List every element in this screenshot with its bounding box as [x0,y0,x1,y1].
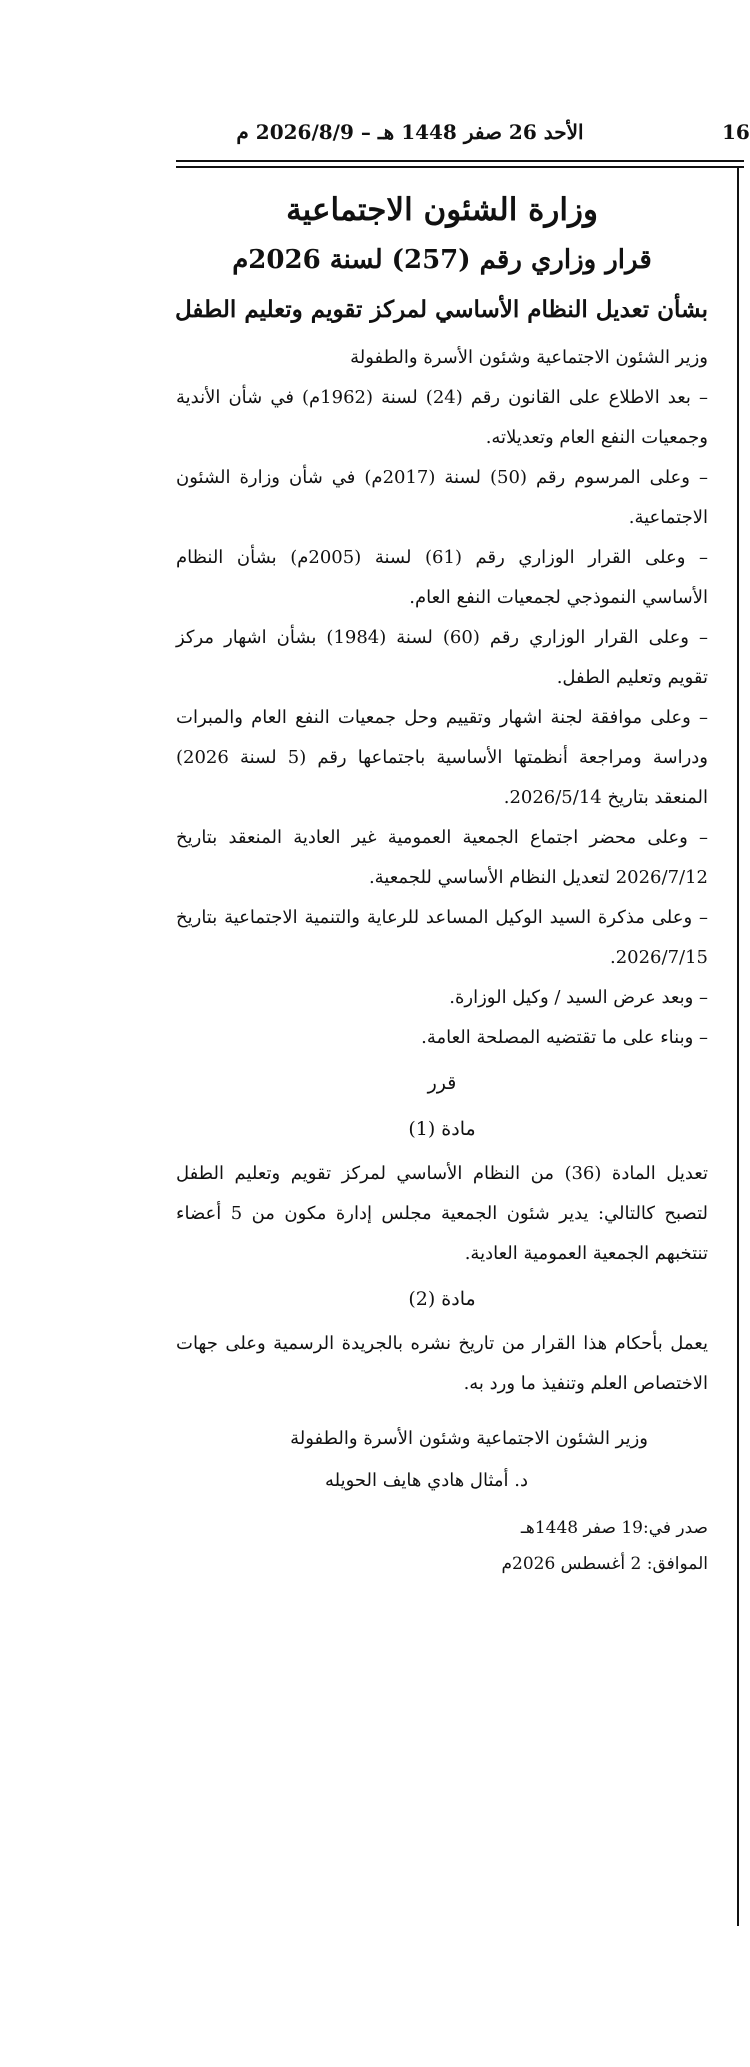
preamble-clause: – وعلى القرار الوزاري رقم (60) لسنة (1984) بشأن اشهار مركز تقويم وتعليم الطفل. [176,627,708,689]
preamble-clause: – وبناء على ما تقتضيه المصلحة العامة. [421,1027,708,1049]
issued-date-gregorian: الموافق: 2 أغسطس 2026م [501,1554,708,1575]
article-text: تعديل المادة (36) من النظام الأساسي لمركز تقويم وتعليم الطفل لتصبح كالتالي: يدير شئون الجمعية مجلس إدارة مكون من 5 أعضاء تنتخبهم الجمعية العمومية العادية. [176,1163,708,1265]
signatory-title: وزير الشئون الاجتماعية وشئون الأسرة والطفولة [290,1428,648,1450]
article-text: يعمل بأحكام هذا القرار من تاريخ نشره بالجريدة الرسمية وعلى جهات الاختصاص العلم وتنفيذ ما ورد به. [176,1333,708,1395]
header-date: الأحد 26 صفر 1448 هـ – 2026/8/9 م [236,120,584,144]
decree-subject: بشأن تعديل النظام الأساسي لمركز تقويم وتعليم الطفل [175,296,708,324]
signatory-name: د. أمثال هادي هايف الحويله [325,1470,528,1492]
decided-heading: قرر [427,1072,457,1095]
ministry-title: وزارة الشئون الاجتماعية [286,192,598,228]
preamble-clause: – بعد الاطلاع على القانون رقم (24) لسنة (1962م) في شأن الأندية وجمعيات النفع العام وتعديلاته. [176,387,708,449]
preamble-clause: – وبعد عرض السيد / وكيل الوزارة. [449,987,708,1009]
decree-body [176,180,708,1582]
issued-date-hijri: صدر في:19 صفر 1448هـ [520,1518,708,1539]
preamble-clause: – وعلى المرسوم رقم (50) لسنة (2017م) في شأن وزارة الشئون الاجتماعية. [176,467,708,529]
column-divider [737,168,739,1926]
preamble-minister: وزير الشئون الاجتماعية وشئون الأسرة والطفولة [350,347,708,369]
page-number: 16 [722,120,750,144]
article-heading: مادة (1) [408,1118,476,1141]
decree-title: قرار وزاري رقم (257) لسنة 2026م [232,245,652,276]
preamble-clause: – وعلى موافقة لجنة اشهار وتقييم وحل جمعيات النفع العام والمبرات ودراسة ومراجعة أنظمتها الأساسية باجتماعها رقم (5 لسنة 2026) المنعقد بتاريخ 2026/5/14. [176,707,708,809]
header-rule-top [176,160,744,162]
header-rule-bottom [176,166,744,168]
preamble-clause: – وعلى مذكرة السيد الوكيل المساعد للرعاية والتنمية الاجتماعية بتاريخ 2026/7/15. [176,907,708,969]
preamble-clause: – وعلى محضر اجتماع الجمعية العمومية غير العادية المنعقد بتاريخ 2026/7/12 لتعديل النظام الأساسي للجمعية. [176,827,708,889]
article-heading: مادة (2) [408,1288,476,1311]
preamble-clause: – وعلى القرار الوزاري رقم (61) لسنة (2005م) بشأن النظام الأساسي النموذجي لجمعيات النفع العام. [176,547,708,609]
